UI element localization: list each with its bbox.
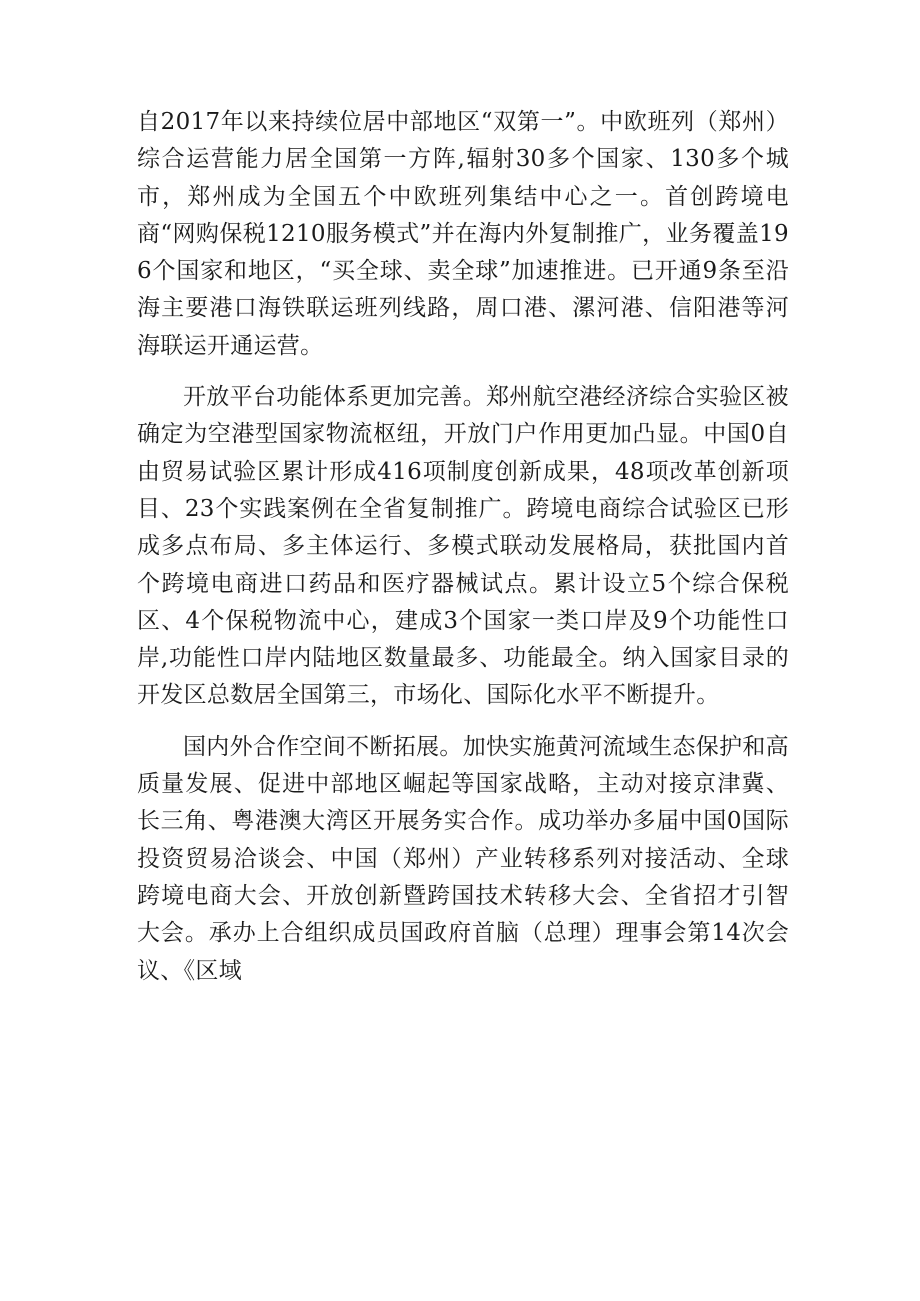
paragraph-cooperation: 国内外合作空间不断拓展。加快实施黄河流域生态保护和高质量发展、促进中部地区崛起等国家战略，主动对接京津冀、长三角、粤港澳大湾区开展务实合作。成功举办多届中国0国际投资贸易洽谈会、中国（郑州）产业转移系列对接活动、全球跨境电商大会、开放创新暨跨国技术转移大会、全省招才引智大会。承办上合组织成员国政府首脑（总理）理事会第14次会议、《区域 xyxy=(137,733,789,984)
paragraph-open-platforms: 开放平台功能体系更加完善。郑州航空港经济综合实验区被确定为空港型国家物流枢纽，开放门户作用更加凸显。中国0自由贸易试验区累计形成416项制度创新成果，48项改革创新项目、23个实践案例在全省复制推广。跨境电商综合试验区已形成多点布局、多主体运行、多模式联动发展格局，获批国内首个跨境电商进口药品和医疗器械试点。累计设立5个综合保税区、4个保税物流中心，建成3个国家一类口岸及9个功能性口岸,功能性口岸内陆地区数量最多、功能最全。纳入国家目录的开发区总数居全国第三，市场化、国际化水平不断提升。 xyxy=(137,384,789,709)
paragraph-trade-logistics: 自2017年以来持续位居中部地区“双第一”。中欧班列（郑州）综合运营能力居全国第一方阵,辐射30多个国家、130多个城市，郑州成为全国五个中欧班列集结中心之一。首创跨境电商“网购保税1210服务模式”并在海内外复制推广，业务覆盖196个国家和地区，“买全球、卖全球”加速推进。已开通9条至沿海主要港口海铁联运班列线路，周口港、漯河港、信阳港等河海联运开通运营。 xyxy=(137,109,789,359)
document-body xyxy=(137,104,789,990)
